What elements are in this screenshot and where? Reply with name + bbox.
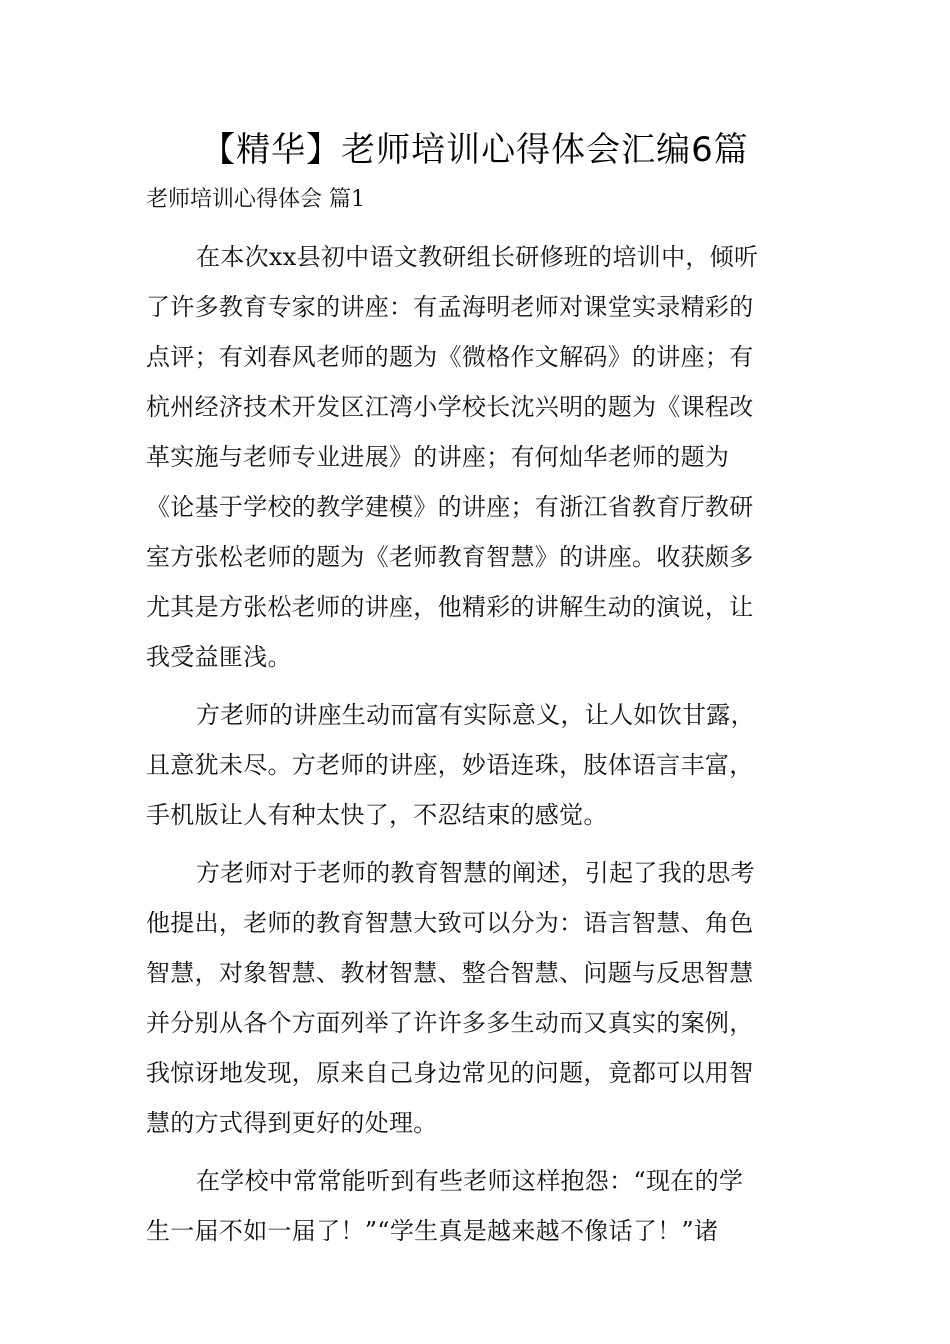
text-line: 方老师的讲座生动而富有实际意义，让人如饮甘露， — [196, 701, 755, 729]
text-line: 在学校中常常能听到有些老师这样抱怨：“现在的学 — [196, 1167, 744, 1195]
paragraph-2 — [146, 690, 806, 840]
text-line: 尤其是方张松老师的讲座，他精彩的讲解生动的演说，让 — [146, 593, 754, 621]
text-line: 《论基于学校的教学建模》的讲座；有浙江省教育厅教研 — [146, 493, 754, 521]
text-line: 我惊讶地发现，原来自己身边常见的问题，竟都可以用智 — [146, 1059, 754, 1087]
text-line: 点评；有刘春风老师的题为《微格作文解码》的讲座；有 — [146, 343, 754, 371]
text-line: 他提出，老师的教育智慧大致可以分为：语言智慧、角色 — [146, 909, 754, 937]
text-line: 慧的方式得到更好的处理。 — [146, 1109, 438, 1137]
text-line: 智慧，对象智慧、教材智慧、整合智慧、问题与反思智慧 — [146, 959, 754, 987]
text-line: 方老师对于老师的教育智慧的阐述，引起了我的思考 — [196, 859, 755, 887]
text-line: 并分别从各个方面列举了许许多多生动而又真实的案例， — [146, 1009, 754, 1037]
document-body — [146, 232, 806, 1264]
paragraph-3 — [146, 848, 806, 1148]
text-line: 我受益匪浅。 — [146, 643, 292, 671]
text-line: 了许多教育专家的讲座：有孟海明老师对课堂实录精彩的 — [146, 293, 754, 321]
text-line: 生一届不如一届了！”“学生真是越来越不像话了！”诸 — [146, 1217, 719, 1245]
paragraph-4 — [146, 1156, 806, 1256]
section-heading: 老师培训心得体会 篇1 — [146, 187, 365, 212]
document-title: 【精华】老师培训心得体会汇编6篇 — [201, 130, 749, 170]
paragraph-1 — [146, 232, 806, 682]
text-line: 室方张松老师的题为《老师教育智慧》的讲座。收获颇多 — [146, 543, 754, 571]
text-line: 手机版让人有种太快了，不忍结束的感觉。 — [146, 801, 608, 829]
text-line: 且意犹未尽。方老师的讲座，妙语连珠，肢体语言丰富， — [146, 751, 754, 779]
text-line: 杭州经济技术开发区江湾小学校长沈兴明的题为《课程改 — [146, 393, 754, 421]
text-line: 革实施与老师专业进展》的讲座；有何灿华老师的题为 — [146, 443, 730, 471]
text-line: 在本次xx县初中语文教研组长研修班的培训中，倾听 — [196, 243, 759, 271]
